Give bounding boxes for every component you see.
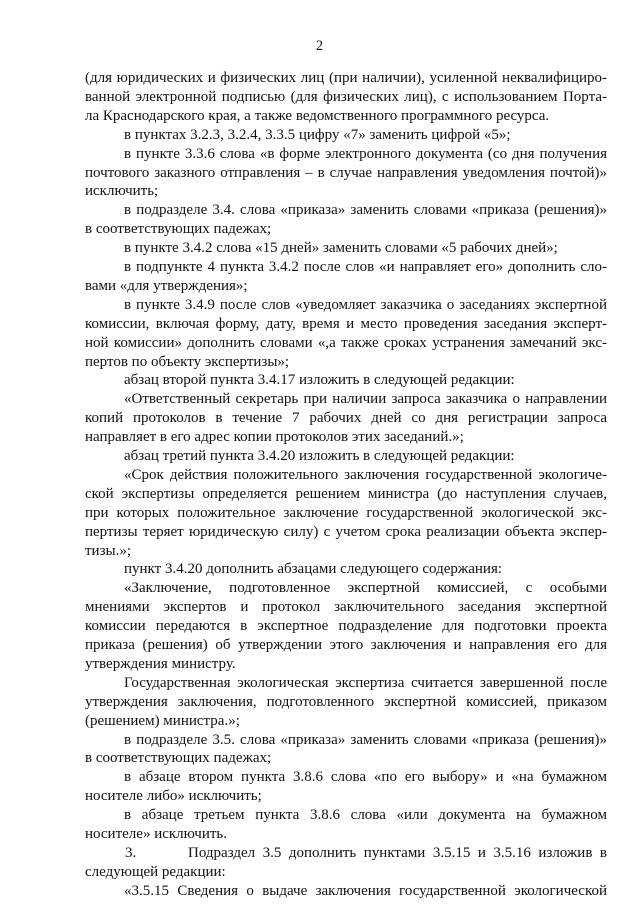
text-line: (для юридических и физических лиц (при наличии), усиленной неквалифициро- [85, 70, 607, 86]
text-line: Государственная экологическая экспертиза считается завершенной после [124, 674, 607, 691]
text-line: ла Краснодарского края, а также ведомственного программного ресурса. [85, 107, 550, 124]
text-line: «Ответственный секретарь при наличии запроса заказчика о направлении [124, 391, 607, 408]
text-line: мнениями экспертов и протокол заключительного заседания экспертной [85, 599, 607, 616]
text-line: носителе» исключить. [85, 826, 228, 842]
text-line: в подразделе 3.4. слова «приказа» заменить словами «приказа (решения)» [124, 202, 607, 219]
text-line: носителе либо» исключить; [85, 788, 262, 805]
text-line: абзац второй пункта 3.4.17 изложить в следующей редакции: [124, 372, 515, 389]
text-line: «Заключение, подготовленное экспертной комиссией, с особыми [124, 580, 607, 597]
text-line: пертизы теряет юридическую силу) с учетом срока реализации объекта экспер- [85, 523, 607, 540]
text-line: в абзаце третьем пункта 3.8.6 слова «или документа на бумажном [124, 807, 607, 824]
text-line: в пунктах 3.2.3, 3.2.4, 3.3.5 цифру «7» заменить цифрой «5»; [124, 126, 511, 143]
text-line: в пункте 3.3.6 слова «в форме электронного документа (со дня получения [124, 145, 607, 162]
text-line: в пункте 3.4.2 слова «15 дней» заменить словами «5 рабочих дней»; [124, 240, 558, 257]
text-line: в подразделе 3.5. слова «приказа» заменить словами «приказа (решения)» [124, 731, 607, 748]
text-line: «Срок действия положительного заключения государственной экологиче- [124, 466, 607, 483]
text-line: утверждения заключения, подготовленного экспертной комиссией, приказом [85, 693, 607, 710]
text-line: Подраздел 3.5 дополнить пунктами 3.5.15 и 3.5.16 изложив в [188, 844, 607, 861]
text-line: в пункте 3.4.9 после слов «уведомляет заказчика о заседаниях экспертной [124, 296, 607, 313]
text-line: утверждения министру. [85, 655, 236, 672]
text-line: пункт 3.4.20 дополнить абзацами следующего содержания: [124, 561, 503, 578]
text-line: абзац третий пункта 3.4.20 изложить в следующей редакции: [124, 448, 515, 464]
text-line: почтового заказного отправления – в случае направления уведомления почтой)» [85, 164, 607, 181]
text-line: комиссии передаются в экспертное подразделение для подготовки проекта [85, 618, 607, 635]
text-line: при которых положительное заключение государственной экологической экс- [85, 504, 607, 521]
text-line: ной комиссии» дополнить словами «,а также сроках устранения замечаний экс- [85, 334, 607, 351]
text-line: комиссии, включая форму, дату, время и место проведения заседания эксперт- [85, 315, 607, 332]
text-line: «3.5.15 Сведения о выдаче заключения государственной экологической [124, 882, 607, 899]
text-line: приказа (решения) об утверждении этого заключения и направления его для [85, 637, 607, 653]
text-line: в подпункте 4 пункта 3.4.2 после слов «и направляет его» дополнить сло- [124, 259, 607, 275]
text-line: (решением) министра.»; [85, 712, 240, 729]
text-line: в соответствующих падежах; [85, 750, 272, 767]
text-line: в соответствующих падежах; [85, 221, 272, 238]
text-line: пертов по объекту экспертизы»; [85, 353, 290, 370]
text-line: ской экспертизы определяется решением министра (до наступления случаев, [85, 485, 607, 502]
text-line: вами «для утверждения»; [85, 277, 248, 294]
page-number: 2 [315, 38, 324, 54]
text-line: направляет в его адрес копии протоколов этих заседаний.»; [85, 429, 464, 446]
text-line: следующей редакции: [85, 863, 226, 880]
paragraph-number: 3. [125, 844, 137, 861]
text-line: тизы.»; [85, 542, 132, 559]
text-line: ванной электронной подписью (для физических лиц), с использованием Порта- [85, 88, 607, 105]
text-line: исключить; [85, 183, 159, 200]
text-line: копий протоколов в течение 7 рабочих дней со дня регистрации запроса [85, 410, 607, 427]
text-line: в абзаце втором пункта 3.8.6 слова «по его выбору» и «на бумажном [124, 769, 607, 786]
